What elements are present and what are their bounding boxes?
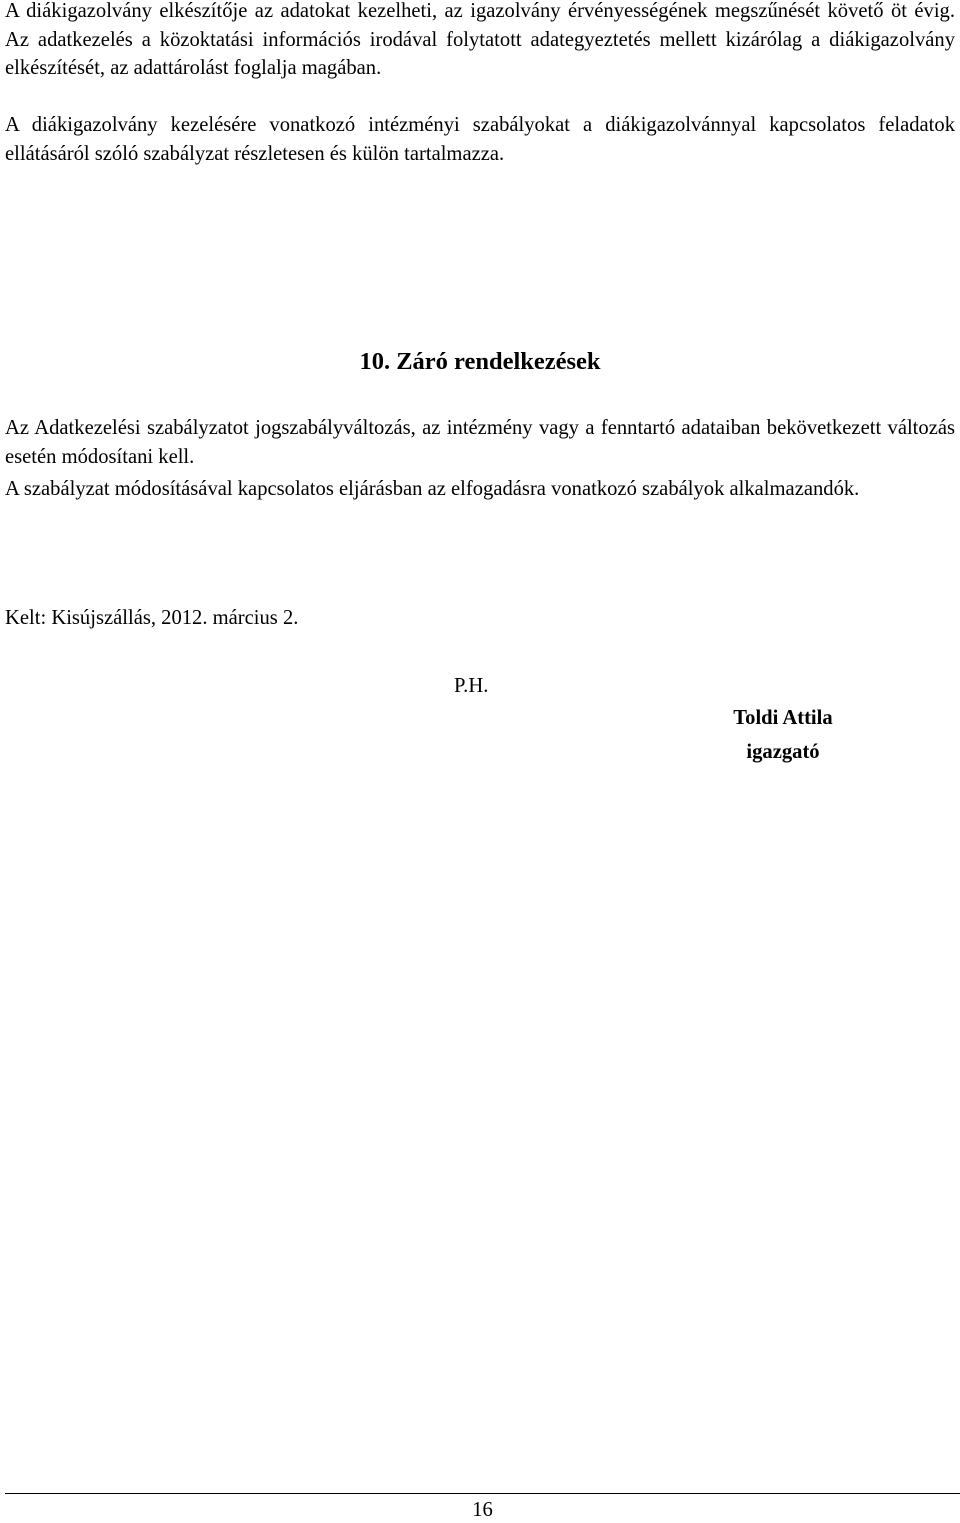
paragraph-amendment-requirement: Az Adatkezelési szabályzatot jogszabályváltozás, az intézmény vagy a fenntartó adataiban bekövetkezett változás esetén módosítani kell.	[5, 417, 955, 468]
paragraph-id-card-rules: A diákigazolvány kezelésére vonatkozó intézményi szabályokat a diákigazolvánnyal kapcsolatos feladatok ellátásáról szóló szabályzat részletesen és külön tartalmazza.	[5, 114, 955, 165]
date-place-line: Kelt: Kisújszállás, 2012. március 2.	[5, 607, 299, 629]
section-heading-closing-provisions: 10. Záró rendelkezések	[359, 348, 601, 375]
paragraph-amendment-procedure: A szabályzat módosításával kapcsolatos eljárásban az elfogadásra vonatkozó szabályok alkalmazandók.	[5, 478, 860, 500]
stamp-placeholder: P.H.	[454, 675, 489, 697]
footer-divider	[5, 1493, 960, 1494]
page-number: 16	[472, 1499, 493, 1521]
paragraph-id-card-data-retention: A diákigazolvány elkészítője az adatokat kezelheti, az igazolvány érvényességének megszűnését követő öt évig. Az adatkezelés a közoktatási információs irodával folytatott adategyeztetés mellett kizárólag a diákigazolvány elkészítését, az adattárolást foglalja magában.	[5, 0, 955, 80]
document-page	[5, 0, 955, 1521]
signatory-title: igazgató	[746, 741, 820, 763]
signatory-name: Toldi Attila	[733, 707, 833, 729]
